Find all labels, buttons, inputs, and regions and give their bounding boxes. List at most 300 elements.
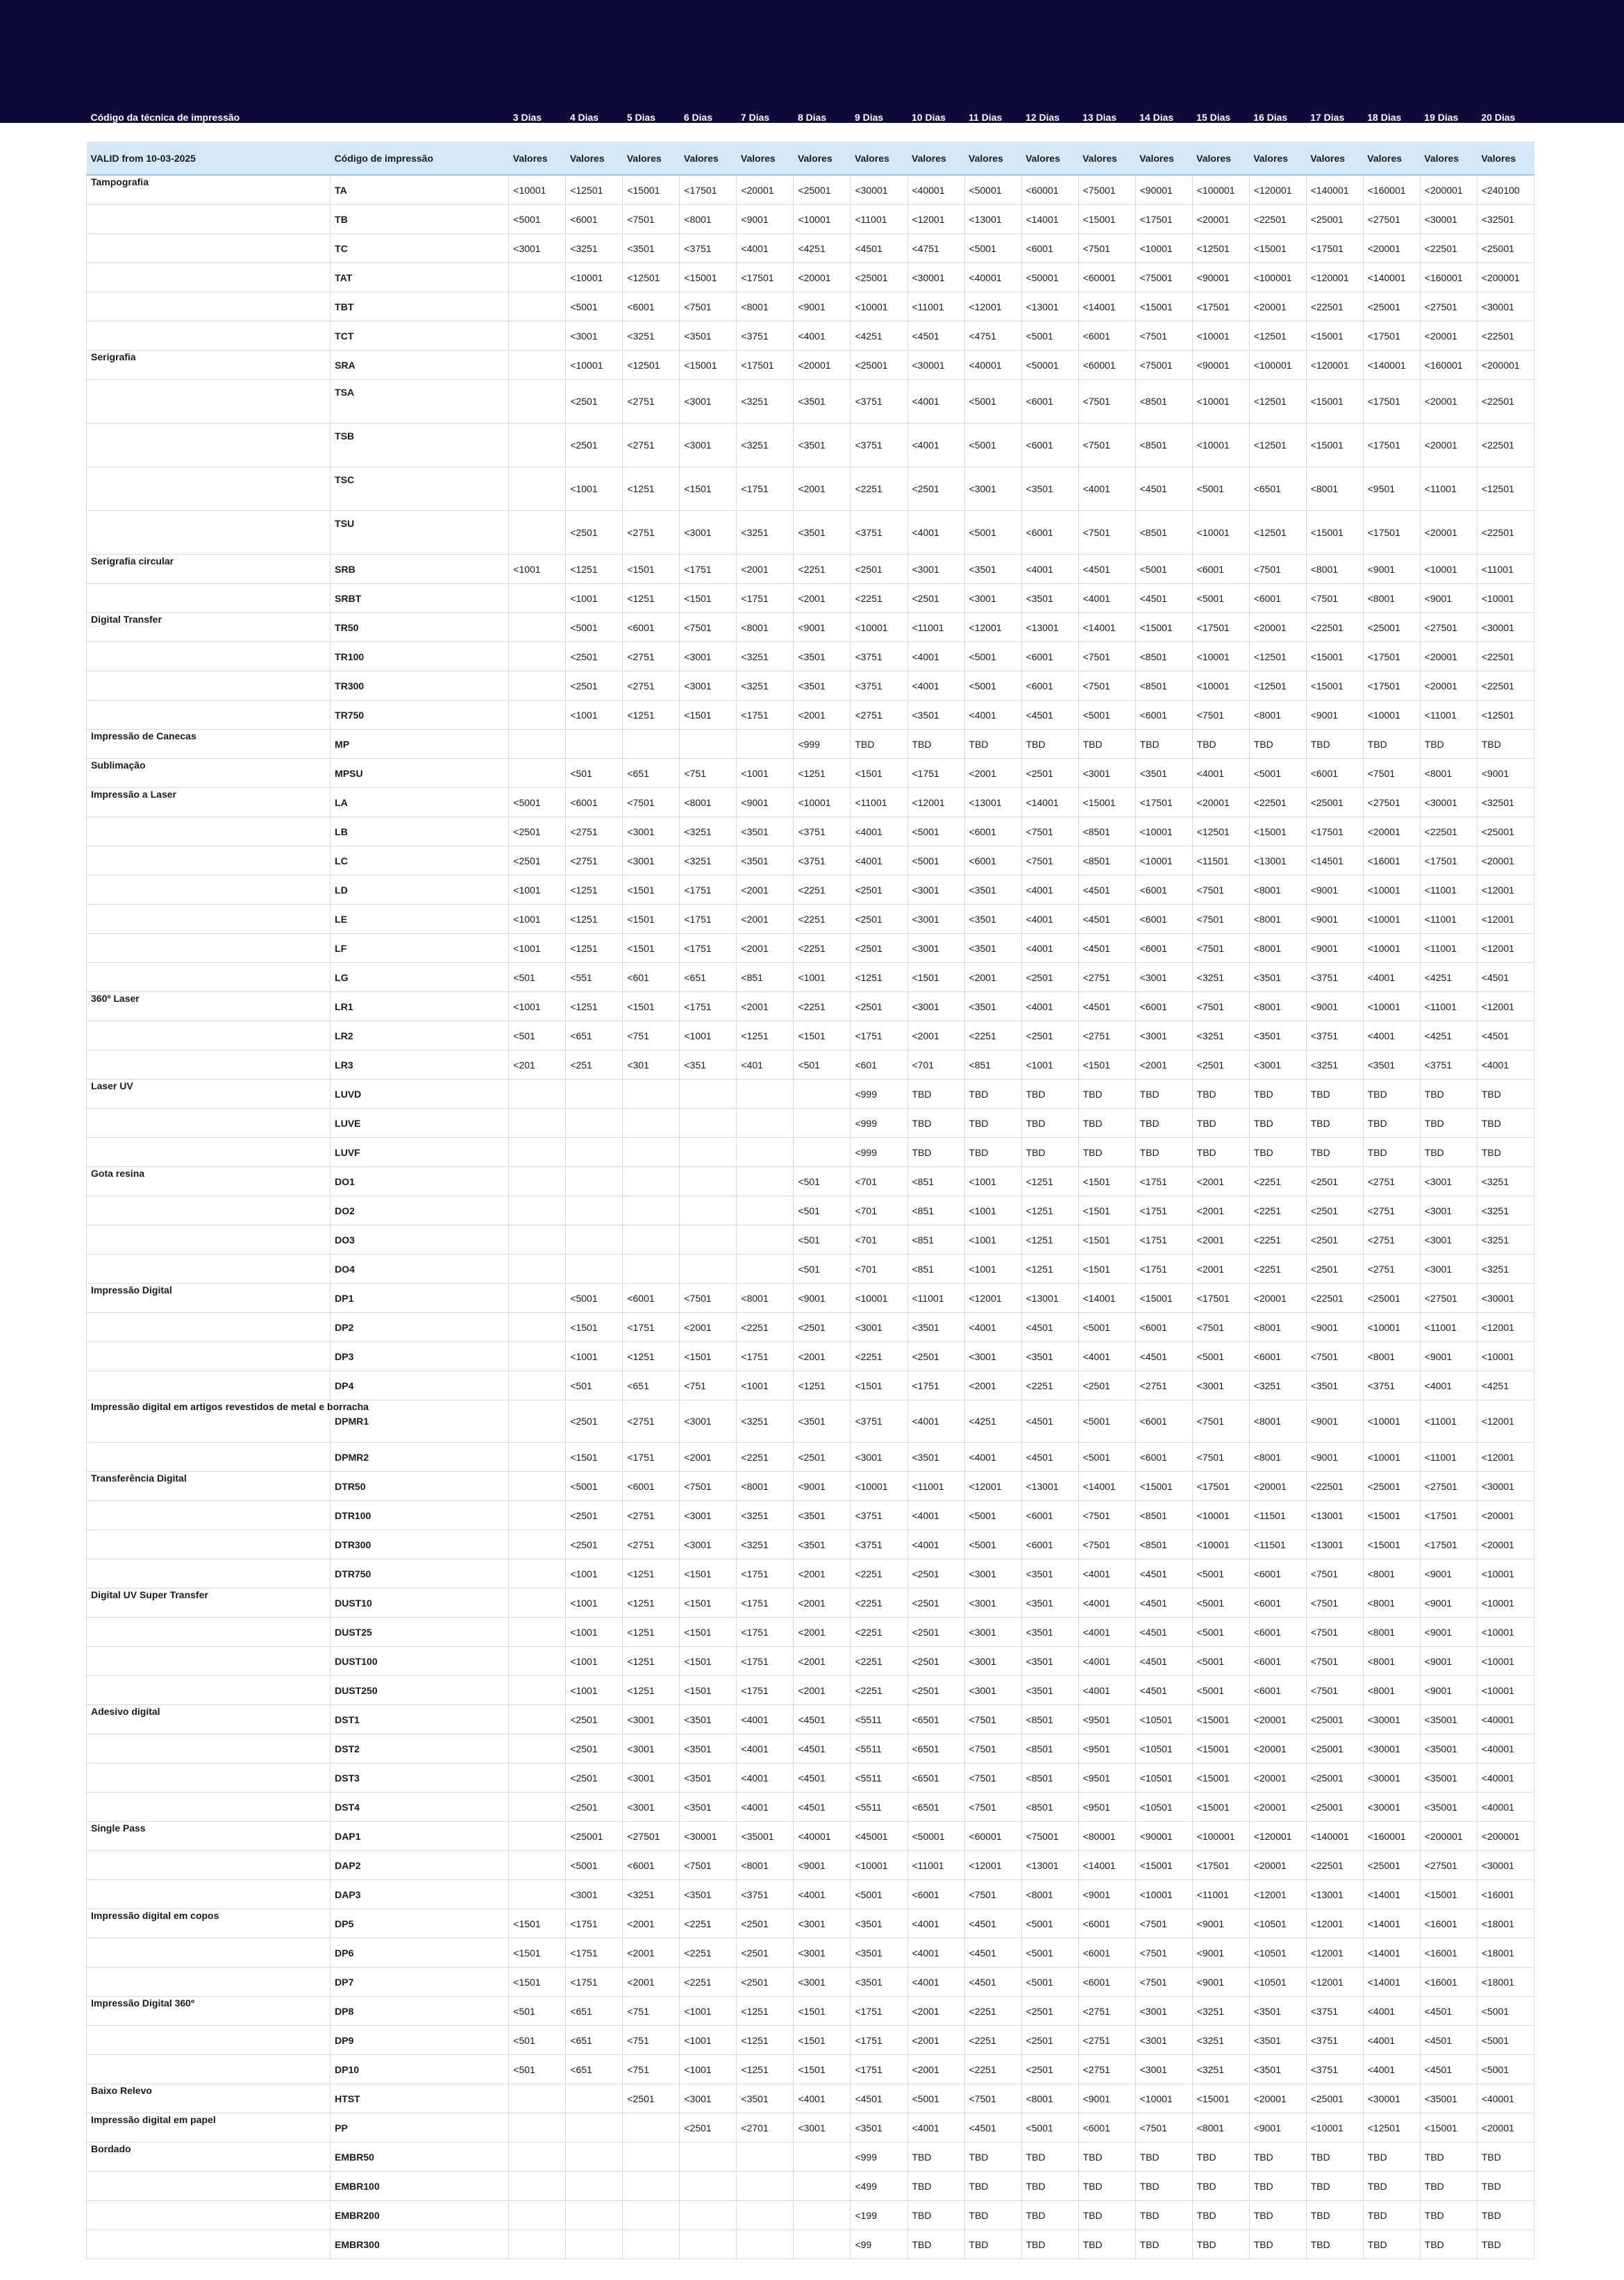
value-cell: <50001 <box>907 1822 964 1851</box>
value-cell: <2001 <box>737 905 794 934</box>
value-cell: <9001 <box>1306 934 1363 963</box>
value-cell: <15001 <box>680 351 737 380</box>
value-cell: <13001 <box>1021 1284 1078 1313</box>
value-cell <box>566 1138 623 1167</box>
table-row <box>87 613 1534 642</box>
technique-name <box>87 1443 330 1472</box>
value-cell <box>509 1705 566 1734</box>
value-cell <box>680 1138 737 1167</box>
value-cell <box>509 1676 566 1705</box>
table-row <box>87 555 1534 584</box>
value-cell <box>509 730 566 759</box>
value-cell: <1251 <box>794 759 851 788</box>
table-row <box>87 1734 1534 1763</box>
day-column-header: 7 Dias <box>740 112 770 123</box>
value-cell: <3501 <box>737 846 794 875</box>
value-cell: <3751 <box>680 234 737 263</box>
print-code: DP5 <box>330 1909 509 1938</box>
value-cell: <651 <box>623 759 680 788</box>
value-cell: <8501 <box>1021 1734 1078 1763</box>
value-cell: <7501 <box>1249 555 1306 584</box>
print-code: TBT <box>330 292 509 321</box>
value-cell <box>566 2113 623 2143</box>
value-cell: <1751 <box>680 905 737 934</box>
value-cell: <45001 <box>851 1822 907 1851</box>
value-cell <box>623 2230 680 2259</box>
value-cell: <2001 <box>1192 1225 1249 1255</box>
value-cell: <1251 <box>737 1021 794 1050</box>
value-cell: <1501 <box>566 1443 623 1472</box>
value-cell: <3501 <box>794 380 851 424</box>
value-cell: <8001 <box>1363 1647 1420 1676</box>
value-cell: <8001 <box>1249 905 1306 934</box>
technique-name <box>87 1530 330 1559</box>
value-cell: <1001 <box>509 934 566 963</box>
value-cell: <3501 <box>1021 1342 1078 1371</box>
table-row <box>87 1021 1534 1050</box>
print-code: DTR300 <box>330 1530 509 1559</box>
table-row <box>87 2143 1534 2172</box>
value-cell: <1751 <box>737 1647 794 1676</box>
value-cell: <14001 <box>1078 613 1135 642</box>
value-cell: TBD <box>1021 2172 1078 2201</box>
value-cell: <8001 <box>737 292 794 321</box>
subheader-row <box>87 142 1534 175</box>
value-cell: TBD <box>851 730 907 759</box>
value-cell: <2501 <box>566 1734 623 1763</box>
value-cell: <9001 <box>1420 1618 1477 1647</box>
value-cell: <17501 <box>1306 817 1363 846</box>
value-cell <box>737 2143 794 2172</box>
value-cell: TBD <box>1306 730 1363 759</box>
value-cell: <751 <box>623 2055 680 2084</box>
value-cell: <10001 <box>1135 817 1192 846</box>
value-cell: <8001 <box>1363 584 1420 613</box>
value-cell: <35001 <box>1420 2084 1477 2113</box>
value-cell: <10001 <box>1135 846 1192 875</box>
value-cell: <5001 <box>964 380 1021 424</box>
value-cell: <6001 <box>1135 1313 1192 1342</box>
print-code: TR50 <box>330 613 509 642</box>
value-cell: <3501 <box>1021 1589 1078 1618</box>
value-cell: TBD <box>907 2201 964 2230</box>
value-cell: <7501 <box>1306 1589 1363 1618</box>
value-cell: <2751 <box>1078 1997 1135 2026</box>
value-cell: <5001 <box>907 846 964 875</box>
value-cell: <10001 <box>794 205 851 234</box>
value-cell: <140001 <box>1306 175 1363 205</box>
value-cell: <200001 <box>1477 351 1534 380</box>
value-cell: <6001 <box>1135 1400 1192 1443</box>
value-cell: <1251 <box>737 2026 794 2055</box>
value-cell: <2001 <box>737 555 794 584</box>
technique-name: Single Pass <box>87 1822 330 1851</box>
value-cell: <14001 <box>1021 205 1078 234</box>
table-row <box>87 671 1534 701</box>
value-cell: <9001 <box>1420 1342 1477 1371</box>
value-cell: <1251 <box>623 1618 680 1647</box>
value-cell <box>623 1109 680 1138</box>
value-cell: <22501 <box>1477 321 1534 351</box>
value-cell <box>566 1109 623 1138</box>
value-cell: <1001 <box>1021 1050 1078 1080</box>
value-cell: TBD <box>1420 2172 1477 2201</box>
value-cell: <1251 <box>566 905 623 934</box>
value-cell: <3501 <box>794 671 851 701</box>
technique-name: Digital UV Super Transfer <box>87 1589 330 1618</box>
value-cell: <5001 <box>1192 1618 1249 1647</box>
value-cell: <5001 <box>964 234 1021 263</box>
value-cell: <3251 <box>737 642 794 671</box>
technique-name <box>87 701 330 730</box>
value-cell: <501 <box>509 1997 566 2026</box>
value-cell: <2501 <box>509 817 566 846</box>
values-column-header: Valores <box>1363 142 1420 175</box>
value-cell: <1751 <box>737 584 794 613</box>
value-cell <box>509 1443 566 1472</box>
value-cell: <4751 <box>907 234 964 263</box>
value-cell: <9001 <box>1420 1676 1477 1705</box>
value-cell: <1501 <box>623 875 680 905</box>
value-cell: <7501 <box>1192 1313 1249 1342</box>
value-cell: <15001 <box>1135 1851 1192 1880</box>
value-cell: <12001 <box>964 1851 1021 1880</box>
value-cell: TBD <box>1249 2143 1306 2172</box>
table-row <box>87 2230 1534 2259</box>
value-cell: <12001 <box>964 613 1021 642</box>
value-cell: <40001 <box>964 263 1021 292</box>
value-cell: <2501 <box>851 992 907 1021</box>
value-cell: <4501 <box>794 1734 851 1763</box>
table-row <box>87 934 1534 963</box>
value-cell: <20001 <box>1420 671 1477 701</box>
value-cell: <2751 <box>1135 1371 1192 1400</box>
value-cell: <4001 <box>851 846 907 875</box>
value-cell: <6001 <box>964 846 1021 875</box>
value-cell: <7501 <box>1306 1618 1363 1647</box>
value-cell: <12001 <box>1477 875 1534 905</box>
value-cell: <75001 <box>1078 175 1135 205</box>
value-cell: <22501 <box>1306 292 1363 321</box>
value-cell: <17501 <box>1363 671 1420 701</box>
value-cell: <2501 <box>907 1559 964 1589</box>
value-cell: <200001 <box>1477 1822 1534 1851</box>
value-cell: <4501 <box>964 1938 1021 1968</box>
value-cell: TBD <box>964 2143 1021 2172</box>
value-cell: <6001 <box>623 1284 680 1313</box>
value-cell: <10001 <box>1135 234 1192 263</box>
value-cell: <14001 <box>1363 1968 1420 1997</box>
value-cell: <2251 <box>851 1618 907 1647</box>
value-cell: <8001 <box>1249 701 1306 730</box>
value-cell: <3001 <box>1420 1225 1477 1255</box>
value-cell: <1001 <box>680 1021 737 1050</box>
value-cell: <3251 <box>737 1530 794 1559</box>
table-row <box>87 1968 1534 1997</box>
value-cell: <2251 <box>680 1938 737 1968</box>
value-cell: <1501 <box>794 2026 851 2055</box>
value-cell: <8501 <box>1021 1705 1078 1734</box>
value-cell: <251 <box>566 1050 623 1080</box>
value-cell: <120001 <box>1249 175 1306 205</box>
value-cell: <1751 <box>737 1342 794 1371</box>
technique-name: Digital Transfer <box>87 613 330 642</box>
value-cell: TBD <box>1249 2230 1306 2259</box>
value-cell: <11501 <box>1249 1501 1306 1530</box>
value-cell: <3751 <box>1306 2055 1363 2084</box>
print-code: DP3 <box>330 1342 509 1371</box>
value-cell: <2501 <box>907 1342 964 1371</box>
value-cell: <4501 <box>1420 2026 1477 2055</box>
print-code: DST3 <box>330 1763 509 1793</box>
print-code: SRBT <box>330 584 509 613</box>
print-code: DP7 <box>330 1968 509 1997</box>
value-cell: <2001 <box>794 584 851 613</box>
day-column-header: 17 Dias <box>1310 112 1345 123</box>
value-cell: <6001 <box>1021 671 1078 701</box>
value-cell: <160001 <box>1363 1822 1420 1851</box>
value-cell: <1251 <box>623 1342 680 1371</box>
technique-name <box>87 1938 330 1968</box>
technique-name: 360º Laser <box>87 992 330 1021</box>
value-cell: <2501 <box>907 584 964 613</box>
print-code: LUVE <box>330 1109 509 1138</box>
value-cell: <1501 <box>509 1909 566 1938</box>
value-cell: <4251 <box>851 321 907 351</box>
table-row <box>87 292 1534 321</box>
value-cell: <3001 <box>964 1676 1021 1705</box>
value-cell: <1251 <box>794 1371 851 1400</box>
value-cell: TBD <box>1249 1080 1306 1109</box>
table-row <box>87 730 1534 759</box>
value-cell: <1001 <box>566 701 623 730</box>
value-cell: <3251 <box>1192 2026 1249 2055</box>
value-cell: <4501 <box>1135 1618 1192 1647</box>
value-cell: <20001 <box>1249 1734 1306 1763</box>
value-cell <box>680 1196 737 1225</box>
value-cell: <22501 <box>1249 205 1306 234</box>
value-cell: <8001 <box>737 1284 794 1313</box>
value-cell: <1751 <box>907 759 964 788</box>
value-cell: <6001 <box>1078 2113 1135 2143</box>
table-row <box>87 1705 1534 1734</box>
value-cell: <7501 <box>1192 875 1249 905</box>
value-cell <box>509 1530 566 1559</box>
values-column-header: Valores <box>737 142 794 175</box>
value-cell: <22501 <box>1306 1472 1363 1501</box>
value-cell: <4001 <box>794 2084 851 2113</box>
value-cell: <6001 <box>1249 1342 1306 1371</box>
value-cell: <3251 <box>737 380 794 424</box>
value-cell: <3751 <box>737 321 794 351</box>
print-code: TCT <box>330 321 509 351</box>
value-cell: <1501 <box>623 934 680 963</box>
value-cell <box>623 1196 680 1225</box>
value-cell: <351 <box>680 1050 737 1080</box>
value-cell: <27501 <box>1420 613 1477 642</box>
value-cell: <10001 <box>1363 875 1420 905</box>
value-cell: <2001 <box>964 963 1021 992</box>
value-cell: <11001 <box>1420 467 1477 511</box>
table-row <box>87 788 1534 817</box>
value-cell <box>509 1080 566 1109</box>
value-cell: <5001 <box>964 1530 1021 1559</box>
technique-name <box>87 1342 330 1371</box>
print-code: LR1 <box>330 992 509 1021</box>
value-cell: <7501 <box>680 1472 737 1501</box>
value-cell: <4001 <box>907 1530 964 1559</box>
value-cell: <10001 <box>851 1851 907 1880</box>
value-cell: <2501 <box>1306 1255 1363 1284</box>
table-row <box>87 1851 1534 1880</box>
value-cell: <3501 <box>680 1763 737 1793</box>
day-column-header: 5 Dias <box>626 112 656 123</box>
value-cell: <1501 <box>907 963 964 992</box>
table-row <box>87 1618 1534 1647</box>
value-cell: <2501 <box>737 1938 794 1968</box>
values-column-header: Valores <box>1078 142 1135 175</box>
value-cell: <20001 <box>1477 1530 1534 1559</box>
table-row <box>87 1196 1534 1225</box>
value-cell: TBD <box>964 2172 1021 2201</box>
value-cell: <3251 <box>737 1400 794 1443</box>
value-cell: <13001 <box>1249 846 1306 875</box>
value-cell: <4001 <box>737 1734 794 1763</box>
value-cell: <1751 <box>1135 1167 1192 1196</box>
value-cell: <12001 <box>1306 1909 1363 1938</box>
value-cell: <4501 <box>1078 992 1135 1021</box>
value-cell: <3501 <box>794 642 851 671</box>
value-cell: <9001 <box>1078 1880 1135 1909</box>
value-cell: <301 <box>623 1050 680 1080</box>
value-cell: <2501 <box>566 1530 623 1559</box>
value-cell: <9001 <box>1078 2084 1135 2113</box>
value-cell: <13001 <box>964 788 1021 817</box>
value-cell: <4001 <box>907 1968 964 1997</box>
value-cell: <2501 <box>566 1763 623 1793</box>
value-cell: TBD <box>1135 2230 1192 2259</box>
print-code: DP2 <box>330 1313 509 1342</box>
table-row <box>87 2084 1534 2113</box>
value-cell: <5001 <box>1021 2113 1078 2143</box>
value-cell: <10001 <box>1135 1880 1192 1909</box>
value-cell: <2251 <box>851 1342 907 1371</box>
value-cell: <2501 <box>1306 1225 1363 1255</box>
table-row <box>87 1109 1534 1138</box>
value-cell: <2751 <box>566 846 623 875</box>
value-cell: <2501 <box>566 424 623 467</box>
value-cell: <3001 <box>964 467 1021 511</box>
value-cell: <200001 <box>1420 175 1477 205</box>
value-cell: <3501 <box>1363 1050 1420 1080</box>
value-cell: <1251 <box>623 1676 680 1705</box>
value-cell <box>509 1618 566 1647</box>
value-cell: <10001 <box>1477 1342 1534 1371</box>
value-cell: <13001 <box>1306 1501 1363 1530</box>
value-cell: <8001 <box>737 1851 794 1880</box>
value-cell: TBD <box>1363 2143 1420 2172</box>
value-cell <box>509 1400 566 1443</box>
value-cell: <11501 <box>1192 846 1249 875</box>
value-cell <box>509 1647 566 1676</box>
value-cell: <8501 <box>1135 642 1192 671</box>
value-cell: <3751 <box>851 424 907 467</box>
value-cell: <7501 <box>964 1763 1021 1793</box>
value-cell: <751 <box>680 1371 737 1400</box>
value-cell: <9001 <box>794 613 851 642</box>
value-cell <box>509 1225 566 1255</box>
value-cell: <3501 <box>680 1880 737 1909</box>
value-cell: <2751 <box>623 1501 680 1530</box>
value-cell: <999 <box>794 730 851 759</box>
value-cell <box>566 730 623 759</box>
value-cell: <9001 <box>1306 1313 1363 1342</box>
technique-name: Transferência Digital <box>87 1472 330 1501</box>
value-cell: <7501 <box>1021 846 1078 875</box>
print-code: DTR50 <box>330 1472 509 1501</box>
value-cell: <18001 <box>1477 1909 1534 1938</box>
value-cell: <12001 <box>1477 1313 1534 1342</box>
value-cell: <7501 <box>1135 321 1192 351</box>
print-code: LR2 <box>330 1021 509 1050</box>
value-cell: <5511 <box>851 1734 907 1763</box>
value-cell: <501 <box>509 963 566 992</box>
value-cell: <10001 <box>851 292 907 321</box>
value-cell: TBD <box>1249 730 1306 759</box>
value-cell: <15001 <box>1249 817 1306 846</box>
value-cell: <1501 <box>509 1968 566 1997</box>
value-cell: <20001 <box>1249 2084 1306 2113</box>
value-cell: <2751 <box>1363 1255 1420 1284</box>
value-cell <box>794 2230 851 2259</box>
value-cell: <1001 <box>964 1225 1021 1255</box>
value-cell <box>737 1138 794 1167</box>
value-cell: <4251 <box>1420 963 1477 992</box>
value-cell: <8001 <box>1021 2084 1078 2113</box>
value-cell: <1251 <box>1021 1196 1078 1225</box>
values-column-header: Valores <box>851 142 907 175</box>
value-cell: <6501 <box>907 1763 964 1793</box>
value-cell: <1001 <box>680 1997 737 2026</box>
value-cell <box>509 1851 566 1880</box>
table-row <box>87 584 1534 613</box>
value-cell: <1251 <box>566 555 623 584</box>
value-cell: <3501 <box>964 934 1021 963</box>
technique-name: Impressão de Canecas <box>87 730 330 759</box>
value-cell: <1751 <box>1135 1255 1192 1284</box>
value-cell: <5001 <box>1477 1997 1534 2026</box>
value-cell: <2501 <box>907 1618 964 1647</box>
technique-name <box>87 1793 330 1822</box>
table-row <box>87 1647 1534 1676</box>
value-cell: <6001 <box>623 1472 680 1501</box>
value-cell: <12501 <box>1249 671 1306 701</box>
value-cell: <2001 <box>737 875 794 905</box>
value-cell: <20001 <box>1420 321 1477 351</box>
technique-name <box>87 934 330 963</box>
value-cell: <6501 <box>1249 467 1306 511</box>
value-cell: <5001 <box>566 1851 623 1880</box>
value-cell: <8501 <box>1135 424 1192 467</box>
value-cell: <25001 <box>1363 613 1420 642</box>
value-cell: <14001 <box>1363 1880 1420 1909</box>
value-cell: TBD <box>1078 2201 1135 2230</box>
value-cell: TBD <box>1477 1109 1534 1138</box>
value-cell: <30001 <box>1363 1763 1420 1793</box>
print-code: DO4 <box>330 1255 509 1284</box>
value-cell: <30001 <box>1363 1793 1420 1822</box>
value-cell: <10501 <box>1135 1705 1192 1734</box>
